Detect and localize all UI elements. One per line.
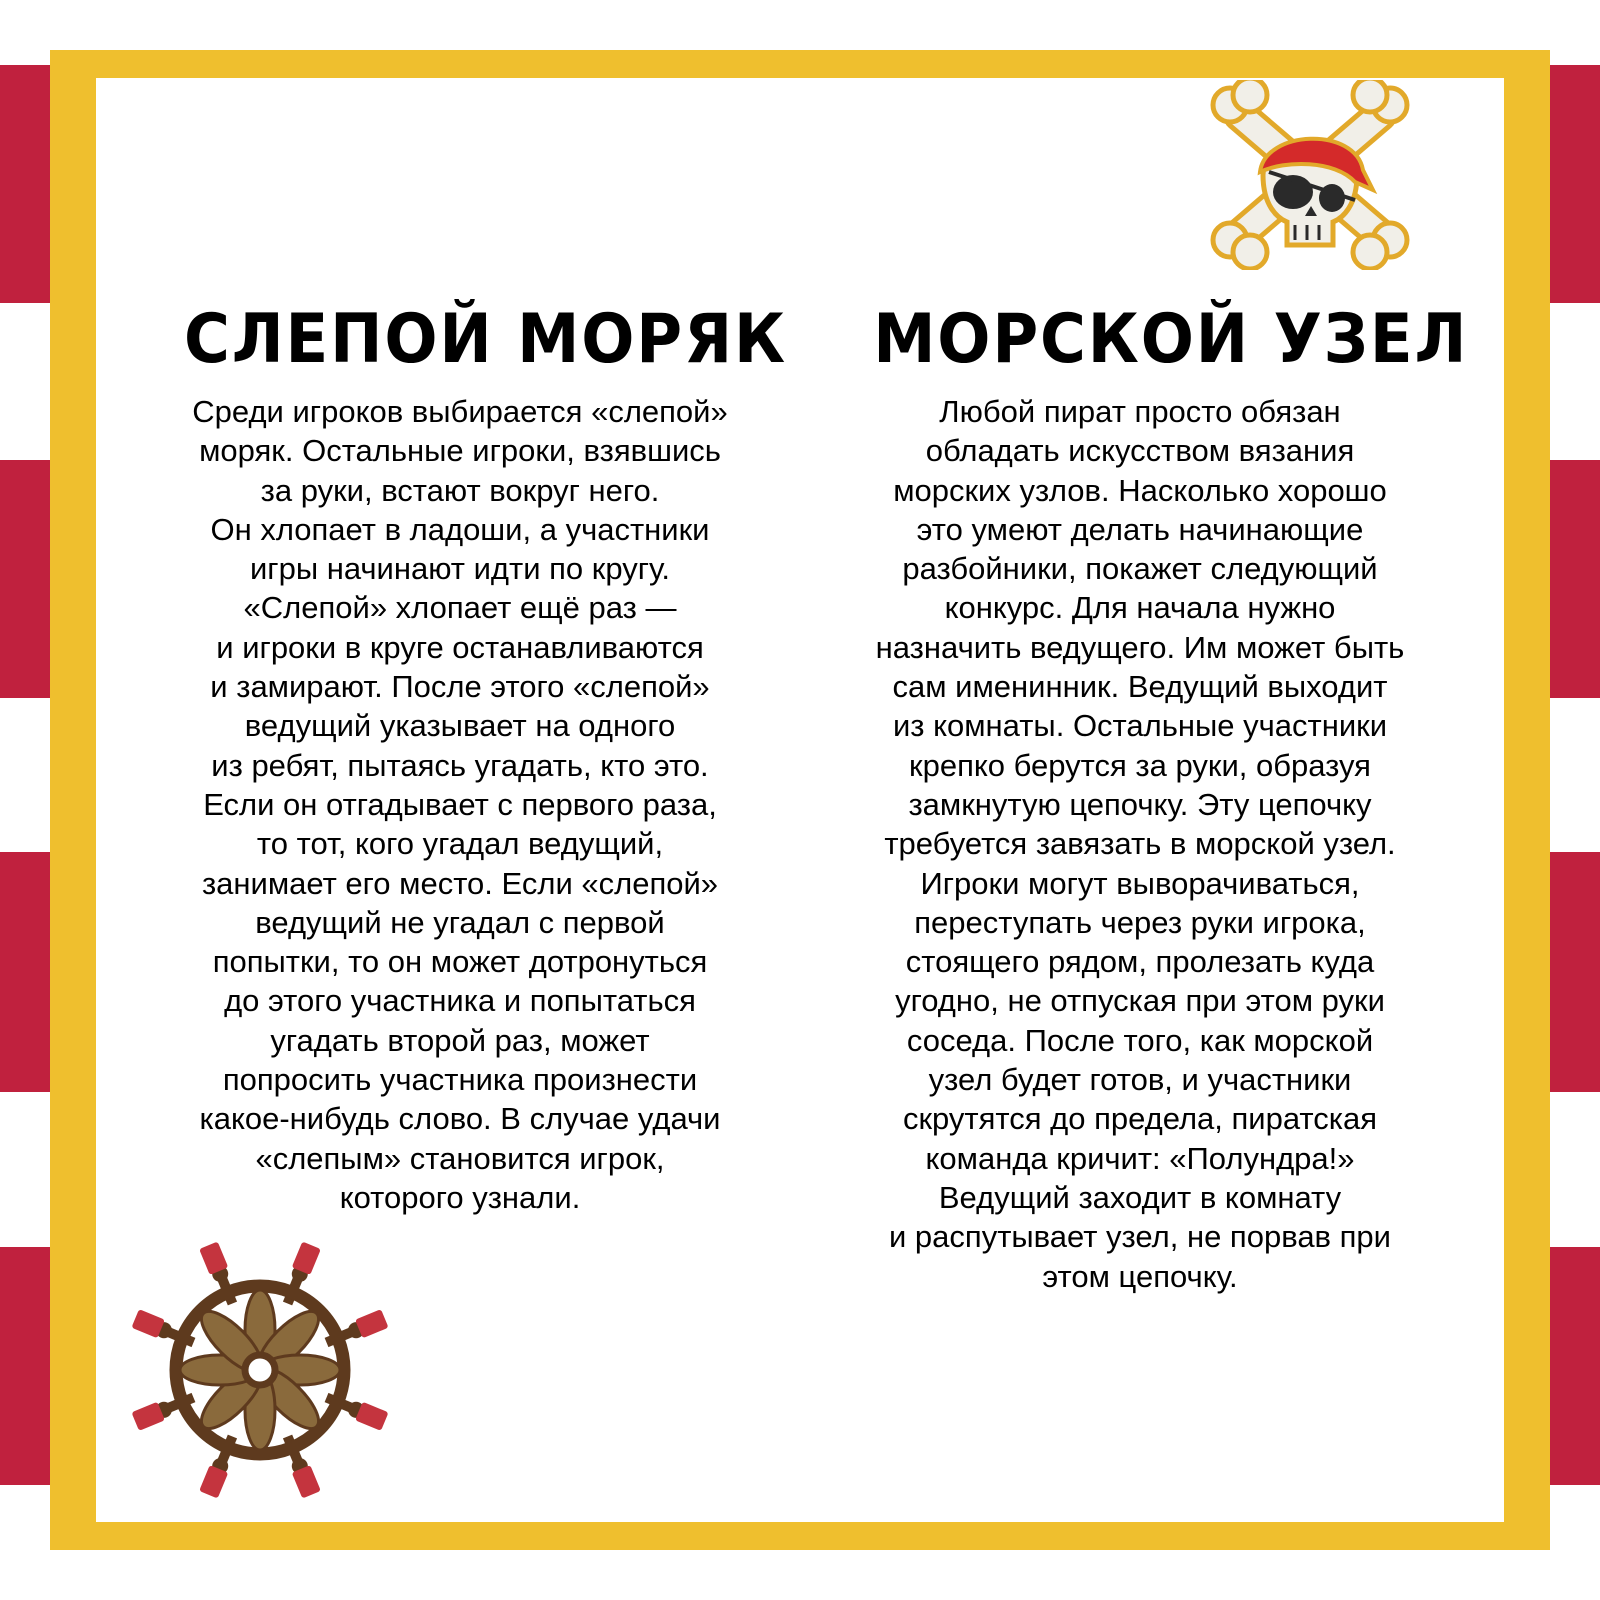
text-line: Ведущий заходит в комнату bbox=[938, 1179, 1342, 1215]
text-line: «Слепой» хлопает ещё раз — bbox=[243, 590, 677, 626]
text-line: ведущий не угадал с первой bbox=[255, 904, 665, 940]
text-line: Если он отгадывает с первого раза, bbox=[203, 786, 717, 822]
game-description-blind-sailor bbox=[160, 392, 760, 1217]
text-line: соседа. После того, как морской bbox=[906, 1022, 1374, 1058]
text-line: и игроки в круге останавливаются bbox=[216, 629, 704, 665]
text-line: угадать второй раз, может bbox=[270, 1022, 650, 1058]
text-line: команда кричит: «Полундра!» bbox=[925, 1140, 1355, 1176]
text-line: угодно, не отпуская при этом руки bbox=[895, 983, 1385, 1019]
text-line: игры начинают идти по кругу. bbox=[249, 551, 671, 587]
text-line: стоящего рядом, пролезать куда bbox=[905, 944, 1375, 980]
text-line: узел будет готов, и участники bbox=[928, 1062, 1352, 1098]
text-line: Игроки могут выворачиваться, bbox=[920, 865, 1360, 901]
pirate-skull-crossbones-icon bbox=[1205, 80, 1415, 270]
text-line: Он хлопает в ладоши, а участники bbox=[210, 511, 710, 547]
text-line: за руки, встают вокруг него. bbox=[260, 472, 660, 508]
text-line: разбойники, покажет следующий bbox=[902, 551, 1378, 587]
text-line: переступать через руки игрока, bbox=[914, 904, 1366, 940]
ship-wheel-icon bbox=[125, 1235, 395, 1505]
text-line: это умеют делать начинающие bbox=[916, 511, 1364, 547]
text-line: попросить участника произнести bbox=[222, 1062, 698, 1098]
text-line: и замирают. После этого «слепой» bbox=[210, 669, 710, 705]
game-title-sea-knot: МОРСКОЙ УЗЕЛ bbox=[873, 300, 1469, 379]
text-line: назначить ведущего. Им может быть bbox=[875, 629, 1405, 665]
text-line: какое-нибудь слово. В случае удачи bbox=[199, 1101, 721, 1137]
text-line: попытки, то он может дотронуться bbox=[212, 944, 708, 980]
text-line: которого узнали. bbox=[339, 1179, 581, 1215]
text-line: Любой пират просто обязан bbox=[939, 394, 1341, 429]
text-line: то тот, кого угадал ведущий, bbox=[256, 826, 664, 862]
text-line: из ребят, пытаясь угадать, кто это. bbox=[211, 747, 709, 783]
game-title-blind-sailor: СЛЕПОЙ МОРЯК bbox=[184, 300, 787, 379]
text-line: и распутывает узел, не порвав при bbox=[889, 1219, 1391, 1255]
text-line: Среди игроков выбирается «слепой» bbox=[192, 394, 728, 429]
text-line: скрутятся до предела, пиратская bbox=[902, 1101, 1378, 1137]
text-line: сам именинник. Ведущий выходит bbox=[892, 669, 1388, 705]
text-line: замкнутую цепочку. Эту цепочку bbox=[908, 786, 1372, 822]
text-line: морских узлов. Насколько хорошо bbox=[893, 472, 1387, 508]
text-line: ведущий указывает на одного bbox=[244, 708, 676, 744]
text-line: «слепым» становится игрок, bbox=[255, 1140, 665, 1176]
text-line: конкурс. Для начала нужно bbox=[944, 590, 1336, 626]
text-line: до этого участника и попытаться bbox=[224, 983, 696, 1019]
text-line: требуется завязать в морской узел. bbox=[884, 826, 1396, 862]
text-line: моряк. Остальные игроки, взявшись bbox=[199, 433, 721, 469]
text-line: этом цепочку. bbox=[1042, 1258, 1238, 1294]
text-line: обладать искусством вязания bbox=[925, 433, 1355, 469]
game-description-sea-knot bbox=[850, 392, 1430, 1296]
text-line: из комнаты. Остальные участники bbox=[892, 708, 1388, 744]
text-line: занимает его место. Если «слепой» bbox=[201, 865, 719, 901]
text-line: крепко берутся за руки, образуя bbox=[909, 747, 1371, 783]
